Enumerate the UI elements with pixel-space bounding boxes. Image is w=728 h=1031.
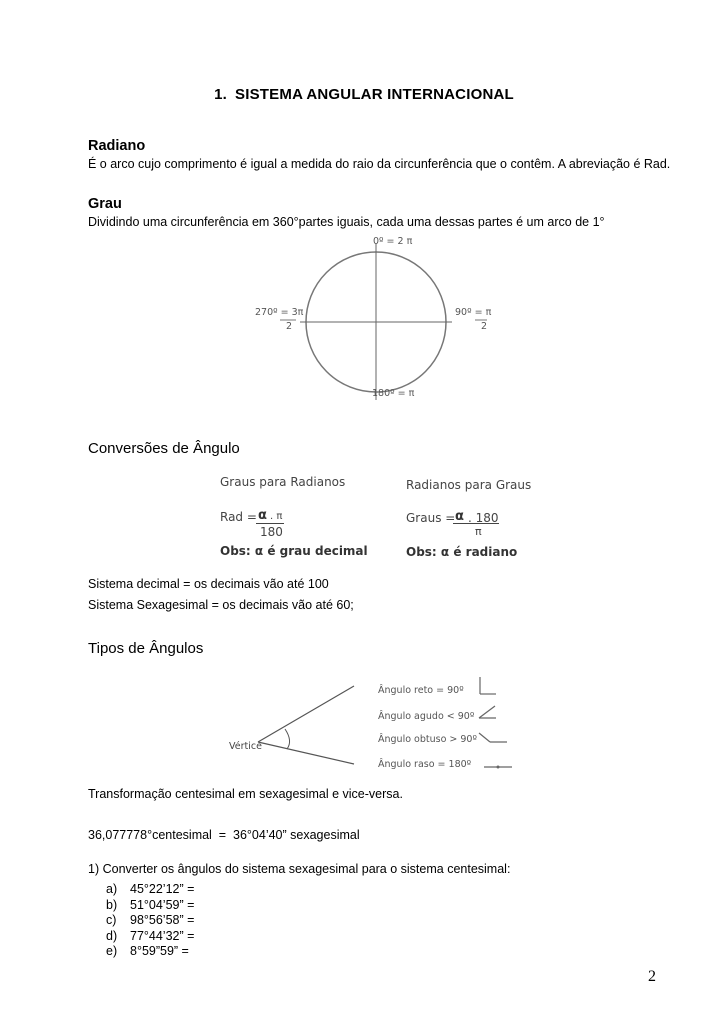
graus-radianos-title: Graus para Radianos [220, 475, 346, 489]
rad-fraction-bar [256, 523, 284, 524]
graus-formula-denominator: π [475, 525, 482, 538]
transformacao-example: 36,077778°centesimal = 36°04’40” sexagesimal [88, 828, 360, 842]
label-90-degrees: 90º = π [455, 307, 492, 318]
graus-fraction-bar [453, 523, 499, 524]
list-item-letter: c) [106, 913, 117, 927]
rad-formula-obs: Obs: α é grau decimal [220, 544, 368, 558]
grau-heading: Grau [88, 196, 122, 212]
radiano-text: É o arco cujo comprimento é igual a medida do raio da circunferência que o contêm. A abreviação é Rad. [88, 157, 671, 171]
grau-text: Dividindo uma circunferência em 360°partes iguais, cada uma dessas partes é um arco de 1° [88, 215, 605, 229]
list-item-letter: d) [106, 928, 118, 943]
list-item-value: 45°22’12” = [130, 882, 195, 896]
list-item-value: 77°44’32” = [130, 928, 195, 943]
page-title [0, 86, 728, 103]
exercicio-prompt: 1) Converter os ângulos do sistema sexagesimal para o sistema centesimal: [88, 862, 511, 876]
list-item-letter: b) [106, 897, 118, 912]
page-number: 2 [648, 968, 656, 985]
conversoes-heading: Conversões de Ângulo [88, 440, 240, 457]
angle-lower-ray [258, 742, 354, 764]
angulo-reto-label: Ângulo reto = 90º [378, 685, 464, 696]
list-item [106, 913, 194, 929]
graus-formula-obs: Obs: α é radiano [406, 545, 518, 559]
transformacao-heading: Transformação centesimal em sexagesimal e vice-versa. [88, 787, 403, 801]
label-0-degrees: 0º = 2 π [373, 236, 413, 247]
title-number: 1. [214, 86, 228, 103]
list-item-value: 98°56’58” = [130, 913, 195, 927]
straight-angle-vertex [497, 766, 500, 769]
angle-upper-ray [258, 686, 354, 742]
list-item [106, 944, 194, 960]
list-item-letter: e) [106, 944, 118, 958]
tipos-heading: Tipos de Ângulos [88, 640, 204, 657]
sistema-sexagesimal-text: Sistema Sexagesimal = os decimais vão até 60; [88, 598, 354, 612]
list-item-value: 51°04’59” = [130, 897, 195, 912]
angulo-raso-label: Ângulo raso = 180º [378, 759, 472, 770]
list-item-letter: a) [106, 882, 118, 896]
label-90-denominator: 2 [481, 321, 488, 332]
label-270-degrees: 270º = 3π [255, 307, 304, 318]
list-item [106, 898, 194, 914]
exercicio-list [106, 882, 194, 960]
rad-formula-alpha: α [258, 508, 267, 523]
rad-formula-denominator: 180 [260, 525, 283, 539]
acute-angle-ray [479, 706, 495, 718]
label-270-denominator: 2 [286, 321, 293, 332]
list-item [106, 882, 194, 898]
sistema-decimal-text: Sistema decimal = os decimais vão até 100 [88, 577, 329, 591]
graus-formula-numerator: . 180 [468, 511, 499, 525]
vertex-arc [285, 729, 290, 749]
radiano-heading: Radiano [88, 138, 146, 154]
title-text: SISTEMA ANGULAR INTERNACIONAL [235, 86, 514, 103]
list-item-value: 8°59”59” = [130, 944, 189, 958]
angulo-agudo-label: Ângulo agudo < 90º [378, 711, 475, 722]
circle-diagram [250, 230, 510, 410]
list-item [106, 929, 194, 945]
obtuse-angle-ray [479, 733, 490, 742]
rad-formula-label: Rad = [220, 510, 257, 524]
graus-formula-alpha: α [455, 509, 464, 524]
vertice-label: Vértice [229, 741, 262, 752]
rad-formula-numerator: . π [270, 511, 283, 522]
angulo-obtuso-label: Ângulo obtuso > 90º [378, 734, 477, 745]
graus-formula-label: Graus = [406, 511, 456, 525]
radianos-graus-title: Radianos para Graus [406, 478, 532, 492]
label-180-degrees: 180º = π [372, 388, 415, 399]
